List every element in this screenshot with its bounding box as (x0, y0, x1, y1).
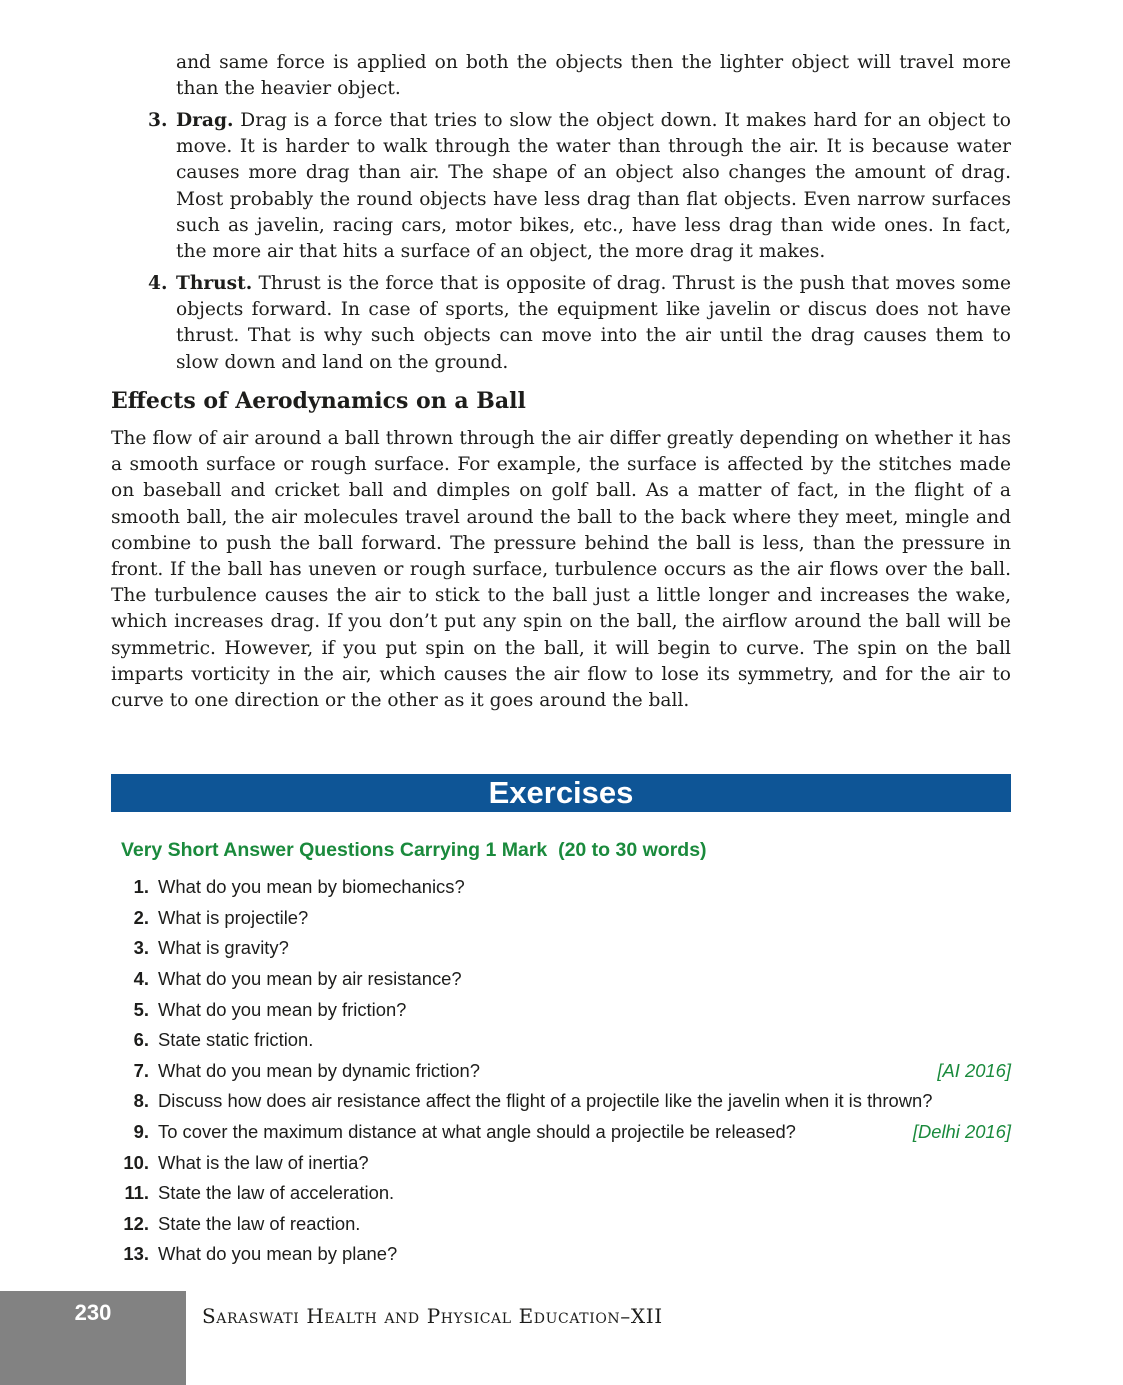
question-text: What do you mean by friction? (158, 998, 407, 1020)
question-number: 6. (133, 1029, 149, 1051)
question-item (111, 933, 1011, 964)
question-reference: [AI 2016] (937, 1059, 1011, 1081)
section-paragraph: The flow of air around a ball thrown through the air differ greatly depending on whether it has a smooth surface or rough surface. For example, the surface is affected by the stitches made on baseball and cricket ball and dimples on golf ball. As a matter of fact, in the flight of a smooth ball, the air molecules travel around the ball to the back where they meet, mingle and combine to push the ball forward. The pressure behind the ball is less, than the pressure in front. If the ball has uneven or rough surface, turbulence occurs as the air flows over the ball. The turbulence causes the air to stick to the ball just a little longer and increases the wake, which increases drag. If you don’t put any spin on the ball, the airflow around the ball will be symmetric. However, if you put spin on the ball, it will begin to curve. The spin on the ball imparts vorticity in the air, which causes the air flow to lose its symmetry, and for the air to curve to one direction or the other as it goes around the ball. (111, 428, 1011, 712)
question-text: State the law of acceleration. (158, 1182, 395, 1204)
question-item (111, 1025, 1011, 1056)
question-text: What do you mean by plane? (158, 1243, 398, 1265)
question-text: What do you mean by dynamic friction? (158, 1059, 480, 1081)
question-text: To cover the maximum distance at what angle should a projectile be released? (158, 1121, 796, 1143)
question-text: State the law of reaction. (158, 1212, 361, 1234)
list-item-thrust (148, 271, 1011, 376)
question-list (111, 872, 1011, 1270)
item-number: 3. (148, 110, 168, 131)
item-number: 4. (148, 273, 168, 294)
question-reference: [Delhi 2016] (912, 1121, 1011, 1143)
question-text: What do you mean by air resistance? (158, 968, 462, 990)
question-item (111, 1239, 1011, 1270)
question-number: 1. (133, 876, 149, 898)
question-text: Discuss how does air resistance affect the flight of a projectile like the javelin when it is thrown? (158, 1090, 933, 1112)
exercises-banner: Exercises (111, 774, 1011, 812)
item-body (176, 108, 1011, 265)
item-term: Thrust. (176, 273, 253, 294)
question-item (111, 1178, 1011, 1209)
question-number: 7. (133, 1059, 149, 1081)
question-item (111, 1209, 1011, 1240)
question-text: What is the law of inertia? (158, 1151, 369, 1173)
question-number: 5. (133, 998, 149, 1020)
question-item (111, 994, 1011, 1025)
list-item-drag (148, 108, 1011, 265)
question-item (111, 903, 1011, 934)
item-text: Drag is a force that tries to slow the object down. It makes hard for an object to move. It is harder to walk through the water than through the air. It is because water causes more drag than air. The shape of an object also changes the amount of drag. Most probably the round objects have less drag than flat objects. Even narrow surfaces such as javelin, racing cars, motor bikes, etc., have less drag than wide ones. In fact, the more air that hits a surface of an object, the more drag it makes. (176, 110, 1011, 263)
page-number: 230 (74, 1300, 112, 1325)
question-number: 10. (123, 1151, 149, 1173)
questions-subheading: Very Short Answer Questions Carrying 1 Mark (20 to 30 words) (121, 839, 707, 861)
question-number: 9. (133, 1121, 149, 1143)
question-item (111, 1117, 1011, 1148)
question-text: What do you mean by biomechanics? (158, 876, 465, 898)
question-text: State static friction. (158, 1029, 314, 1051)
item-term: Drag. (176, 110, 234, 131)
question-number: 13. (123, 1243, 149, 1265)
question-item (111, 964, 1011, 995)
question-item (111, 872, 1011, 903)
item-body (176, 271, 1011, 376)
question-item (111, 1147, 1011, 1178)
question-number: 4. (133, 968, 149, 990)
book-title: Saraswati Health and Physical Education–XII (202, 1304, 663, 1328)
question-number: 2. (133, 906, 149, 928)
question-text: What is projectile? (158, 906, 309, 928)
question-item (111, 1056, 1011, 1087)
item-text: Thrust is the force that is opposite of drag. Thrust is the push that moves some objects forward. In case of sports, the equipment like javelin or discus does not have thrust. That is why such objects can move into the air until the drag causes them to slow down and land on the ground. (176, 273, 1011, 373)
question-number: 8. (133, 1090, 149, 1112)
section-heading: Effects of Aerodynamics on a Ball (111, 388, 526, 414)
question-item (111, 1086, 1011, 1117)
question-number: 12. (123, 1212, 149, 1234)
question-number: 11. (124, 1182, 149, 1204)
intro-continued-text: and same force is applied on both the objects then the lighter object will travel more than the heavier object. (176, 52, 1011, 100)
question-number: 3. (133, 937, 149, 959)
question-text: What is gravity? (158, 937, 289, 959)
